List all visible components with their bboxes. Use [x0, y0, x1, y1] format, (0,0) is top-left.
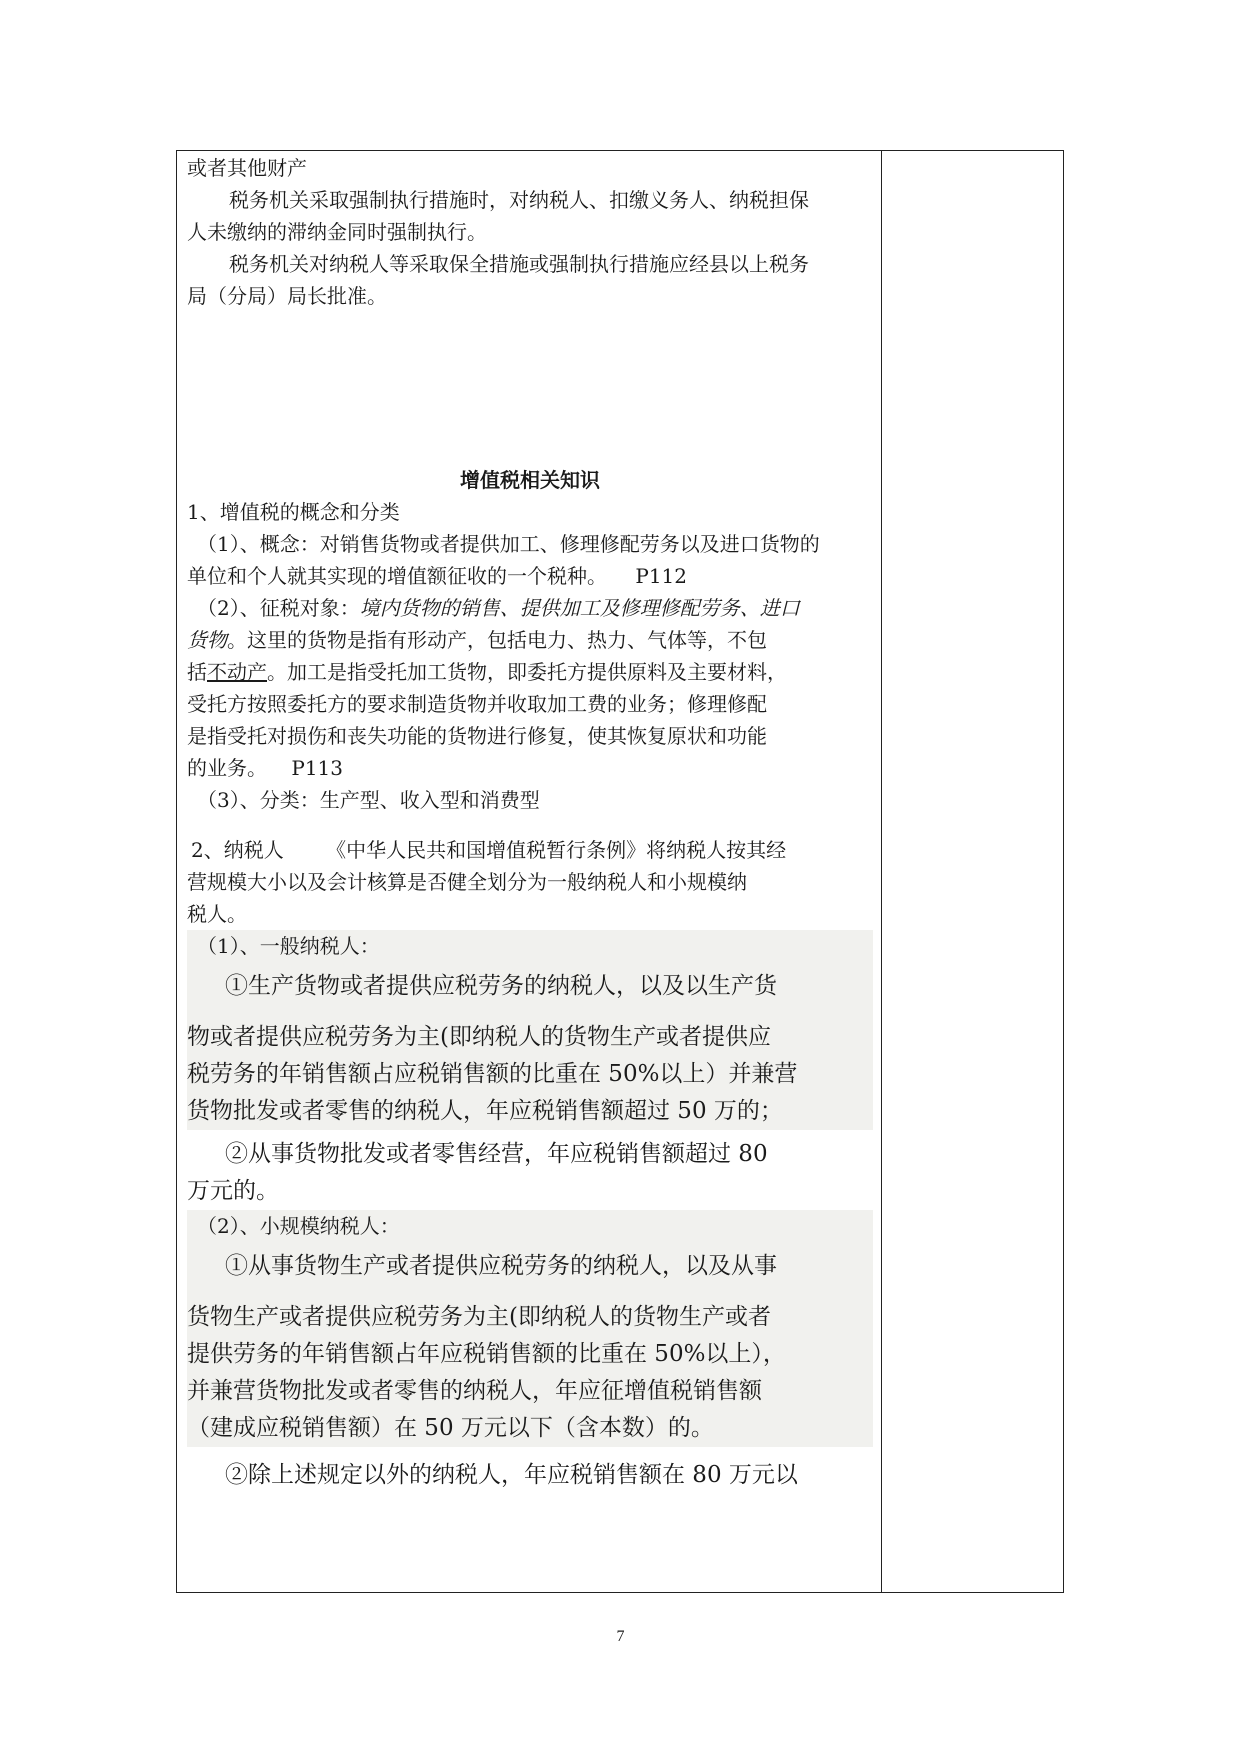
- text-line: [187, 656, 873, 688]
- text-line: （3）、分类：生产型、收入型和消费型: [197, 788, 540, 812]
- text-line: ②从事货物批发或者零售经营，年应税销售额超过 80: [225, 1141, 768, 1167]
- text-line: 或者其他财产: [187, 156, 307, 180]
- general-taxpayer-block: [187, 930, 873, 1130]
- text-line: ①生产货物或者提供应税劳务的纳税人，以及以生产货: [225, 973, 777, 999]
- text-span: 《中华人民共和国增值税暂行条例》将纳税人按其经: [326, 838, 787, 862]
- text-line: [187, 624, 873, 656]
- small-taxpayer-block: [187, 1210, 873, 1447]
- page-ref: P112: [635, 564, 687, 588]
- text-line: [187, 834, 873, 866]
- text-line: ①从事货物生产或者提供应税劳务的纳税人，以及从事: [225, 1253, 777, 1279]
- text-span: 括: [187, 660, 207, 684]
- section-title: 增值税相关知识: [460, 468, 600, 492]
- text-line: 提供劳务的年销售额占年应税销售额的比重在 50%以上），: [187, 1341, 786, 1367]
- heading-1: 1、增值税的概念和分类: [187, 500, 400, 524]
- text-span: 单位和个人就其实现的增值额征收的一个税种。: [187, 564, 607, 588]
- text-span: 的业务。: [187, 756, 267, 780]
- text-line: 货物生产或者提供应税劳务为主(即纳税人的货物生产或者: [187, 1304, 771, 1330]
- text-line: 局（分局）局长批准。: [187, 284, 387, 308]
- text-line: （建成应税销售额）在 50 万元以下（含本数）的。: [187, 1415, 714, 1441]
- text-line: 物或者提供应税劳务为主(即纳税人的货物生产或者提供应: [187, 1024, 771, 1050]
- blank-space: [187, 816, 873, 834]
- text-line: 税人。: [187, 902, 247, 926]
- text-line: 并兼营货物批发或者零售的纳税人，年应征增值税销售额: [187, 1378, 762, 1404]
- text-span: （2）、征税对象：: [197, 596, 360, 620]
- italic-span: 境内货物的销售、提供加工及修理修配劳务、进口: [359, 596, 800, 620]
- main-cell: [187, 150, 873, 1494]
- text-span: 。加工是指受托加工货物，即委托方提供原料及主要材料，: [267, 660, 787, 684]
- column-divider: [881, 150, 882, 1593]
- text-line: 税务机关对纳税人等采取保全措施或强制执行措施应经县以上税务: [229, 252, 809, 276]
- text-line: 税劳务的年销售额占应税销售额的比重在 50%以上）并兼营: [187, 1061, 798, 1087]
- text-line: 营规模大小以及会计核算是否健全划分为一般纳税人和小规模纳: [187, 870, 747, 894]
- text-line: 货物批发或者零售的纳税人，年应税销售额超过 50 万的；: [187, 1098, 783, 1124]
- text-line: 受托方按照委托方的要求制造货物并收取加工费的业务；修理修配: [187, 692, 767, 716]
- text-line: 是指受托对损伤和丧失功能的货物进行修复，使其恢复原状和功能: [187, 724, 767, 748]
- blank-space: [187, 312, 873, 464]
- page-number: 7: [616, 1628, 625, 1645]
- page-ref: P113: [291, 756, 343, 780]
- text-line: （2）、小规模纳税人：: [197, 1214, 400, 1238]
- text-span: 2、纳税人: [191, 838, 284, 862]
- text-line: [187, 560, 873, 592]
- text-line: （1）、一般纳税人：: [197, 934, 380, 958]
- text-line: 万元的。: [187, 1178, 279, 1204]
- italic-span: 货物: [187, 628, 227, 652]
- text-line: 人未缴纳的滞纳金同时强制执行。: [187, 220, 487, 244]
- text-line: ②除上述规定以外的纳税人，年应税销售额在 80 万元以: [225, 1462, 798, 1488]
- text-line: 税务机关采取强制执行措施时，对纳税人、扣缴义务人、纳税担保: [229, 188, 809, 212]
- text-line: [187, 592, 873, 624]
- text-line: [187, 752, 873, 784]
- underlined-span: 不动产: [207, 660, 267, 684]
- text-span: 。这里的货物是指有形动产，包括电力、热力、气体等，不包: [227, 628, 767, 652]
- text-line: （1）、概念：对销售货物或者提供加工、修理修配劳务以及进口货物的: [197, 532, 820, 556]
